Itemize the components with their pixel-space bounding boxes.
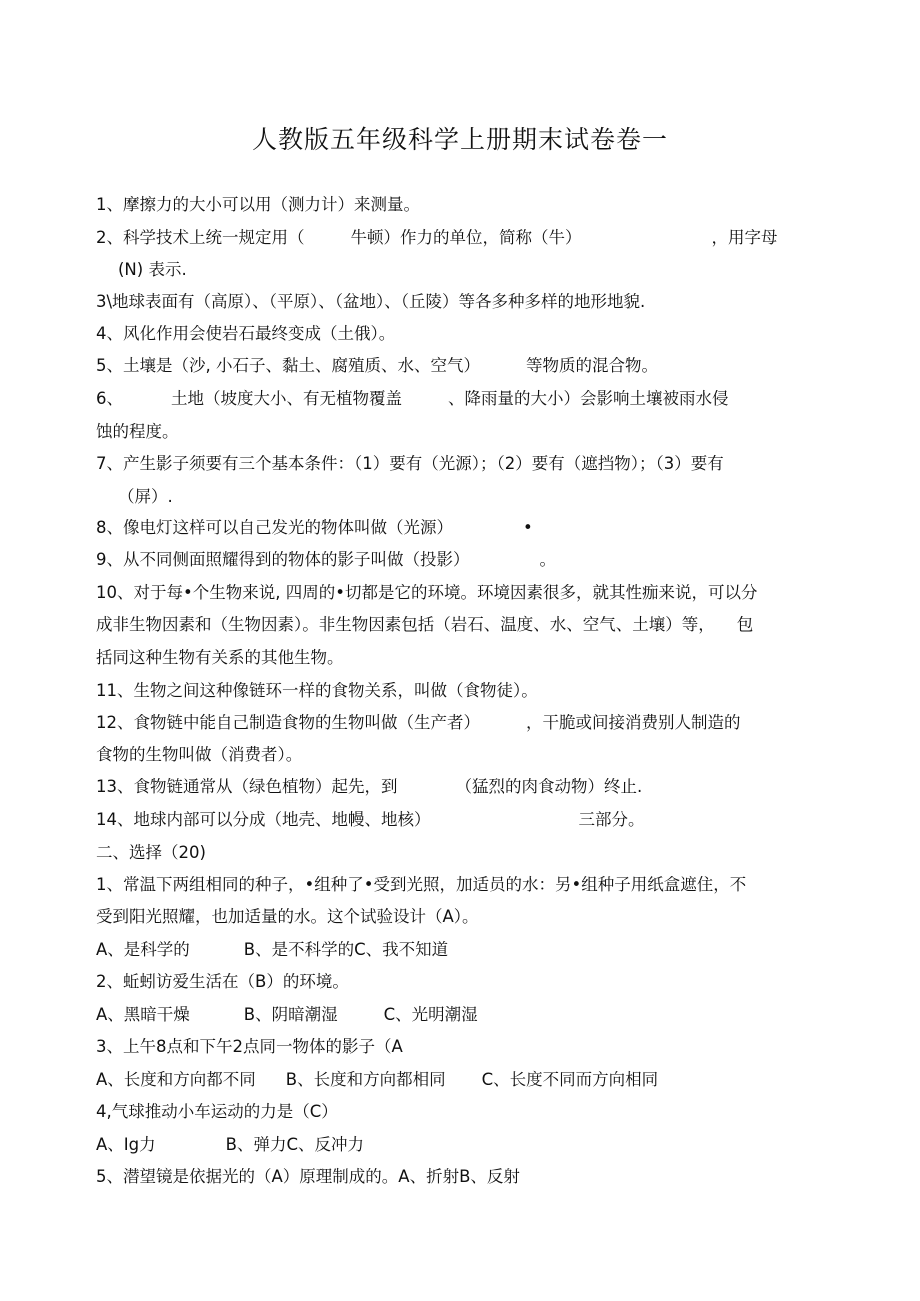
- text-line: 5、土壤是（沙, 小石子、黏土、腐殖质、水、空气） 等物质的混合物。: [96, 356, 658, 375]
- text-line: 2、科学技术上统一规定用（ 牛顿）作力的单位，简称（牛） ，用字母: [96, 228, 778, 247]
- section-heading: 二、选择（20): [96, 843, 206, 862]
- text-line: 11、生物之间这种像链环一样的食物关系，叫做（食物徒）。: [96, 681, 538, 700]
- text-line: 12、食物链中能自己制造食物的生物叫做（生产者） ，干脆或间接消费别人制造的: [96, 713, 741, 732]
- text-line: 受到阳光照耀，也加适量的水。这个试验设计（A）。: [96, 907, 479, 926]
- text-line: A、是科学的 B、是不科学的C、我不知道: [96, 940, 449, 959]
- text-line: 1、摩擦力的大小可以用（测力计）来测量。: [96, 195, 420, 214]
- text-line: 14、地球内部可以分成（地壳、地幔、地核） 三部分。: [96, 810, 645, 829]
- text-line: A、长度和方向都不同 B、长度和方向都相同 C、长度不同而方向相同: [96, 1070, 659, 1089]
- text-line: 13、食物链通常从（绿色植物）起先，到 （猛烈的肉食动物）终止.: [96, 777, 643, 796]
- text-line: 括同这种生物有关系的其他生物。: [96, 648, 344, 667]
- text-line: 1、常温下两组相同的种子，•组种了•受到光照，加适员的水：另•组种子用纸盒遮住，不: [96, 875, 747, 894]
- text-line: （屏）.: [118, 487, 173, 506]
- text-line: 食物的生物叫做（消费者）。: [96, 745, 303, 764]
- text-line: 10、对于每•个生物来说, 四周的•切都是它的环境。环境因素很多，就其性痂来说，可以分: [96, 583, 758, 602]
- text-line: 4,气球推动小车运动的力是（C）: [96, 1102, 338, 1121]
- text-line: 蚀的程度。: [96, 422, 179, 441]
- text-line: 3\地球表面有（高原）、（平原）、（盆地）、（丘陵）等各多种多样的地形地貌.: [96, 292, 646, 311]
- text-line: 4、风化作用会使岩石最终变成（土俄）。: [96, 324, 396, 343]
- text-line: 成非生物因素和（生物因素）。非生物因素包括（岩石、温度、水、空气、土壤）等， 包: [96, 615, 754, 634]
- text-line: 6、 土地（坡度大小、有无植物覆盖 、降雨量的大小）会影响土壤被雨水侵: [96, 389, 729, 408]
- text-line: 8、像电灯这样可以自己发光的物体叫做（光源） •: [96, 518, 533, 537]
- text-line: 2、蚯蚓访爱生活在（B）的环境。: [96, 972, 349, 991]
- text-line: 7、产生影子须要有三个基本条件：（1）要有（光源）；（2）要有（遮挡物）；（3）要有: [96, 454, 724, 473]
- text-line: 9、从不同侧面照耀得到的物体的影子叫做（投影） 。: [96, 550, 556, 569]
- text-line: 5、潜望镜是依据光的（A）原理制成的。A、折射B、反射: [96, 1167, 520, 1186]
- text-line: A、黑暗干燥 B、阴暗潮湿 C、光明潮湿: [96, 1005, 478, 1024]
- page-title: 人教版五年级科学上册期末试卷卷一: [251, 125, 668, 154]
- text-line: 3、上午8点和下午2点同一物体的影子（A: [96, 1037, 403, 1056]
- text-line: A、Ig力 B、弹力C、反冲力: [96, 1135, 364, 1154]
- text-line: (N) 表示.: [118, 260, 187, 279]
